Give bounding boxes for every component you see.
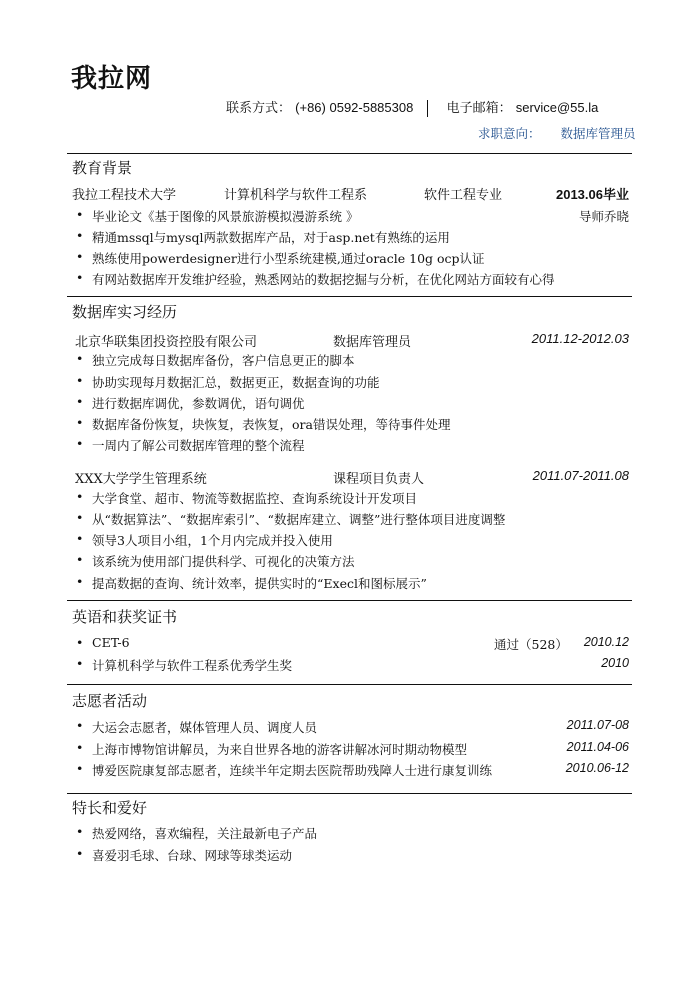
email-label: 电子邮箱： — [446, 101, 512, 116]
advisor: 导师乔晓 — [578, 209, 629, 224]
volunteer-date: 2011.07-08 — [566, 718, 629, 732]
job-row — [72, 331, 629, 351]
list-item: • 精通mssql与mysql两款数据库产品，对于asp.net有熟练的运用 — [76, 228, 450, 245]
list-item: • 协助实现每月数据汇总，数据更正，数据查询的功能 — [76, 373, 380, 390]
job-target-value: 数据库管理员 — [560, 126, 636, 141]
section-title-volunteer: 志愿者活动 — [72, 692, 148, 710]
bullet-icon: • — [76, 207, 84, 222]
list-item: • 独立完成每日数据库备份，客户信息更正的脚本 — [76, 351, 355, 368]
bullet-icon: • — [76, 394, 84, 409]
volunteer-date: 2011.04-06 — [566, 740, 629, 754]
list-item: • 大学食堂、超市、物流等数据监控、查询系统设计开发项目 — [76, 489, 418, 506]
list-item: • 一周内了解公司数据库管理的整个流程 — [76, 436, 305, 453]
job-target — [478, 124, 636, 142]
bullet-icon: • — [76, 373, 84, 388]
school-name: 我拉工程技术大学 — [72, 188, 177, 203]
section-title-internship: 数据库实习经历 — [72, 303, 178, 321]
list-item: • 毕业论文《基于图像的风景旅游模拟漫游系统 》 导师乔晓 — [76, 207, 629, 224]
list-item: • 领导3人项目小组，1个月内完成并投入使用 — [76, 531, 333, 548]
bullet-icon: • — [76, 635, 84, 650]
section-title-certificates: 英语和获奖证书 — [72, 608, 178, 626]
list-item: • 博爱医院康复部志愿者，连续半年定期去医院帮助残障人士进行康复训练 2010.06-12 — [76, 761, 629, 778]
bullet-icon: • — [76, 489, 84, 504]
bullet-icon: • — [76, 574, 84, 589]
bullet-icon: • — [76, 846, 84, 861]
bullet-icon: • — [76, 824, 84, 839]
list-item: • 从“数据算法”、“数据库索引”、“数据库建立、调整”进行整体项目进度调整 — [76, 510, 506, 527]
bullet-icon: • — [76, 761, 84, 776]
grad-suffix: 毕业 — [602, 188, 629, 203]
list-item: • 提高数据的查询、统计效率，提供实时的“Execl和图标展示” — [76, 574, 427, 591]
list-item: • CET-6 通过（528） 2010.12 — [76, 635, 629, 652]
contact-divider — [427, 100, 428, 117]
email-address: service@55.la — [515, 100, 599, 115]
contact-line — [226, 97, 598, 117]
list-item: • 热爱网络，喜欢编程，关注最新电子产品 — [76, 824, 318, 841]
section-divider — [67, 296, 632, 297]
job-org: XXX大学学生管理系统 — [75, 472, 207, 487]
job-date: 2011.12-2012.03 — [531, 331, 629, 346]
section-divider — [67, 684, 632, 685]
bullet-icon: • — [76, 510, 84, 525]
job-role: 数据库管理员 — [333, 335, 412, 350]
job-row — [72, 468, 629, 488]
bullet-icon: • — [76, 718, 84, 733]
candidate-name: 我拉网 — [71, 64, 153, 94]
job-date: 2011.07-2011.08 — [532, 468, 629, 483]
cert-date: 2010.12 — [583, 635, 629, 649]
bullet-icon: • — [76, 270, 84, 285]
list-item: • 喜爱羽毛球、台球、网球等球类运动 — [76, 846, 293, 863]
job-role: 课程项目负责人 — [333, 472, 425, 487]
bullet-icon: • — [76, 249, 84, 264]
job-org: 北京华联集团投资控股有限公司 — [75, 335, 258, 350]
list-item: • 数据库备份恢复，块恢复，表恢复，ora错误处理，等待事件处理 — [76, 415, 451, 432]
job-target-label: 求职意向： — [478, 126, 541, 141]
bullet-icon: • — [76, 436, 84, 451]
bullet-icon: • — [76, 415, 84, 430]
college-name: 计算机科学与软件工程系 — [224, 188, 368, 203]
contact-label: 联系方式： — [226, 101, 292, 116]
cert-date: 2010 — [601, 656, 629, 670]
bullet-icon: • — [76, 351, 84, 366]
bullet-icon: • — [76, 656, 84, 671]
list-item: • 该系统为使用部门提供科学、可视化的决策方法 — [76, 552, 355, 569]
bullet-icon: • — [76, 552, 84, 567]
list-item: • 进行数据库调优，参数调优，语句调优 — [76, 394, 305, 411]
major-name: 软件工程专业 — [424, 188, 503, 203]
list-item: • 大运会志愿者，媒体管理人员、调度人员 2011.07-08 — [76, 718, 629, 735]
education-row — [72, 184, 629, 204]
list-item: • 上海市博物馆讲解员，为来自世界各地的游客讲解冰河时期动物模型 2011.04-06 — [76, 740, 629, 757]
section-divider — [67, 793, 632, 794]
volunteer-date: 2010.06-12 — [565, 761, 629, 775]
list-item: • 计算机科学与软件工程系优秀学生奖 2010 — [76, 656, 629, 673]
section-divider — [67, 153, 632, 154]
bullet-icon: • — [76, 740, 84, 755]
section-title-education: 教育背景 — [72, 159, 133, 177]
bullet-icon: • — [76, 228, 84, 243]
grad-year: 2013.06 — [555, 187, 603, 202]
section-title-hobbies: 特长和爱好 — [72, 799, 148, 817]
phone-number: (+86) 0592-5885308 — [295, 100, 414, 115]
section-divider — [67, 600, 632, 601]
list-item: • 有网站数据库开发维护经验，熟悉网站的数据挖掘与分析，在优化网站方面较有心得 — [76, 270, 555, 287]
list-item: • 熟练使用powerdesigner进行小型系统建模,通过oracle 10g ocp认证 — [76, 249, 485, 266]
cert-score: 通过（528） — [494, 637, 568, 652]
bullet-icon: • — [76, 531, 84, 546]
